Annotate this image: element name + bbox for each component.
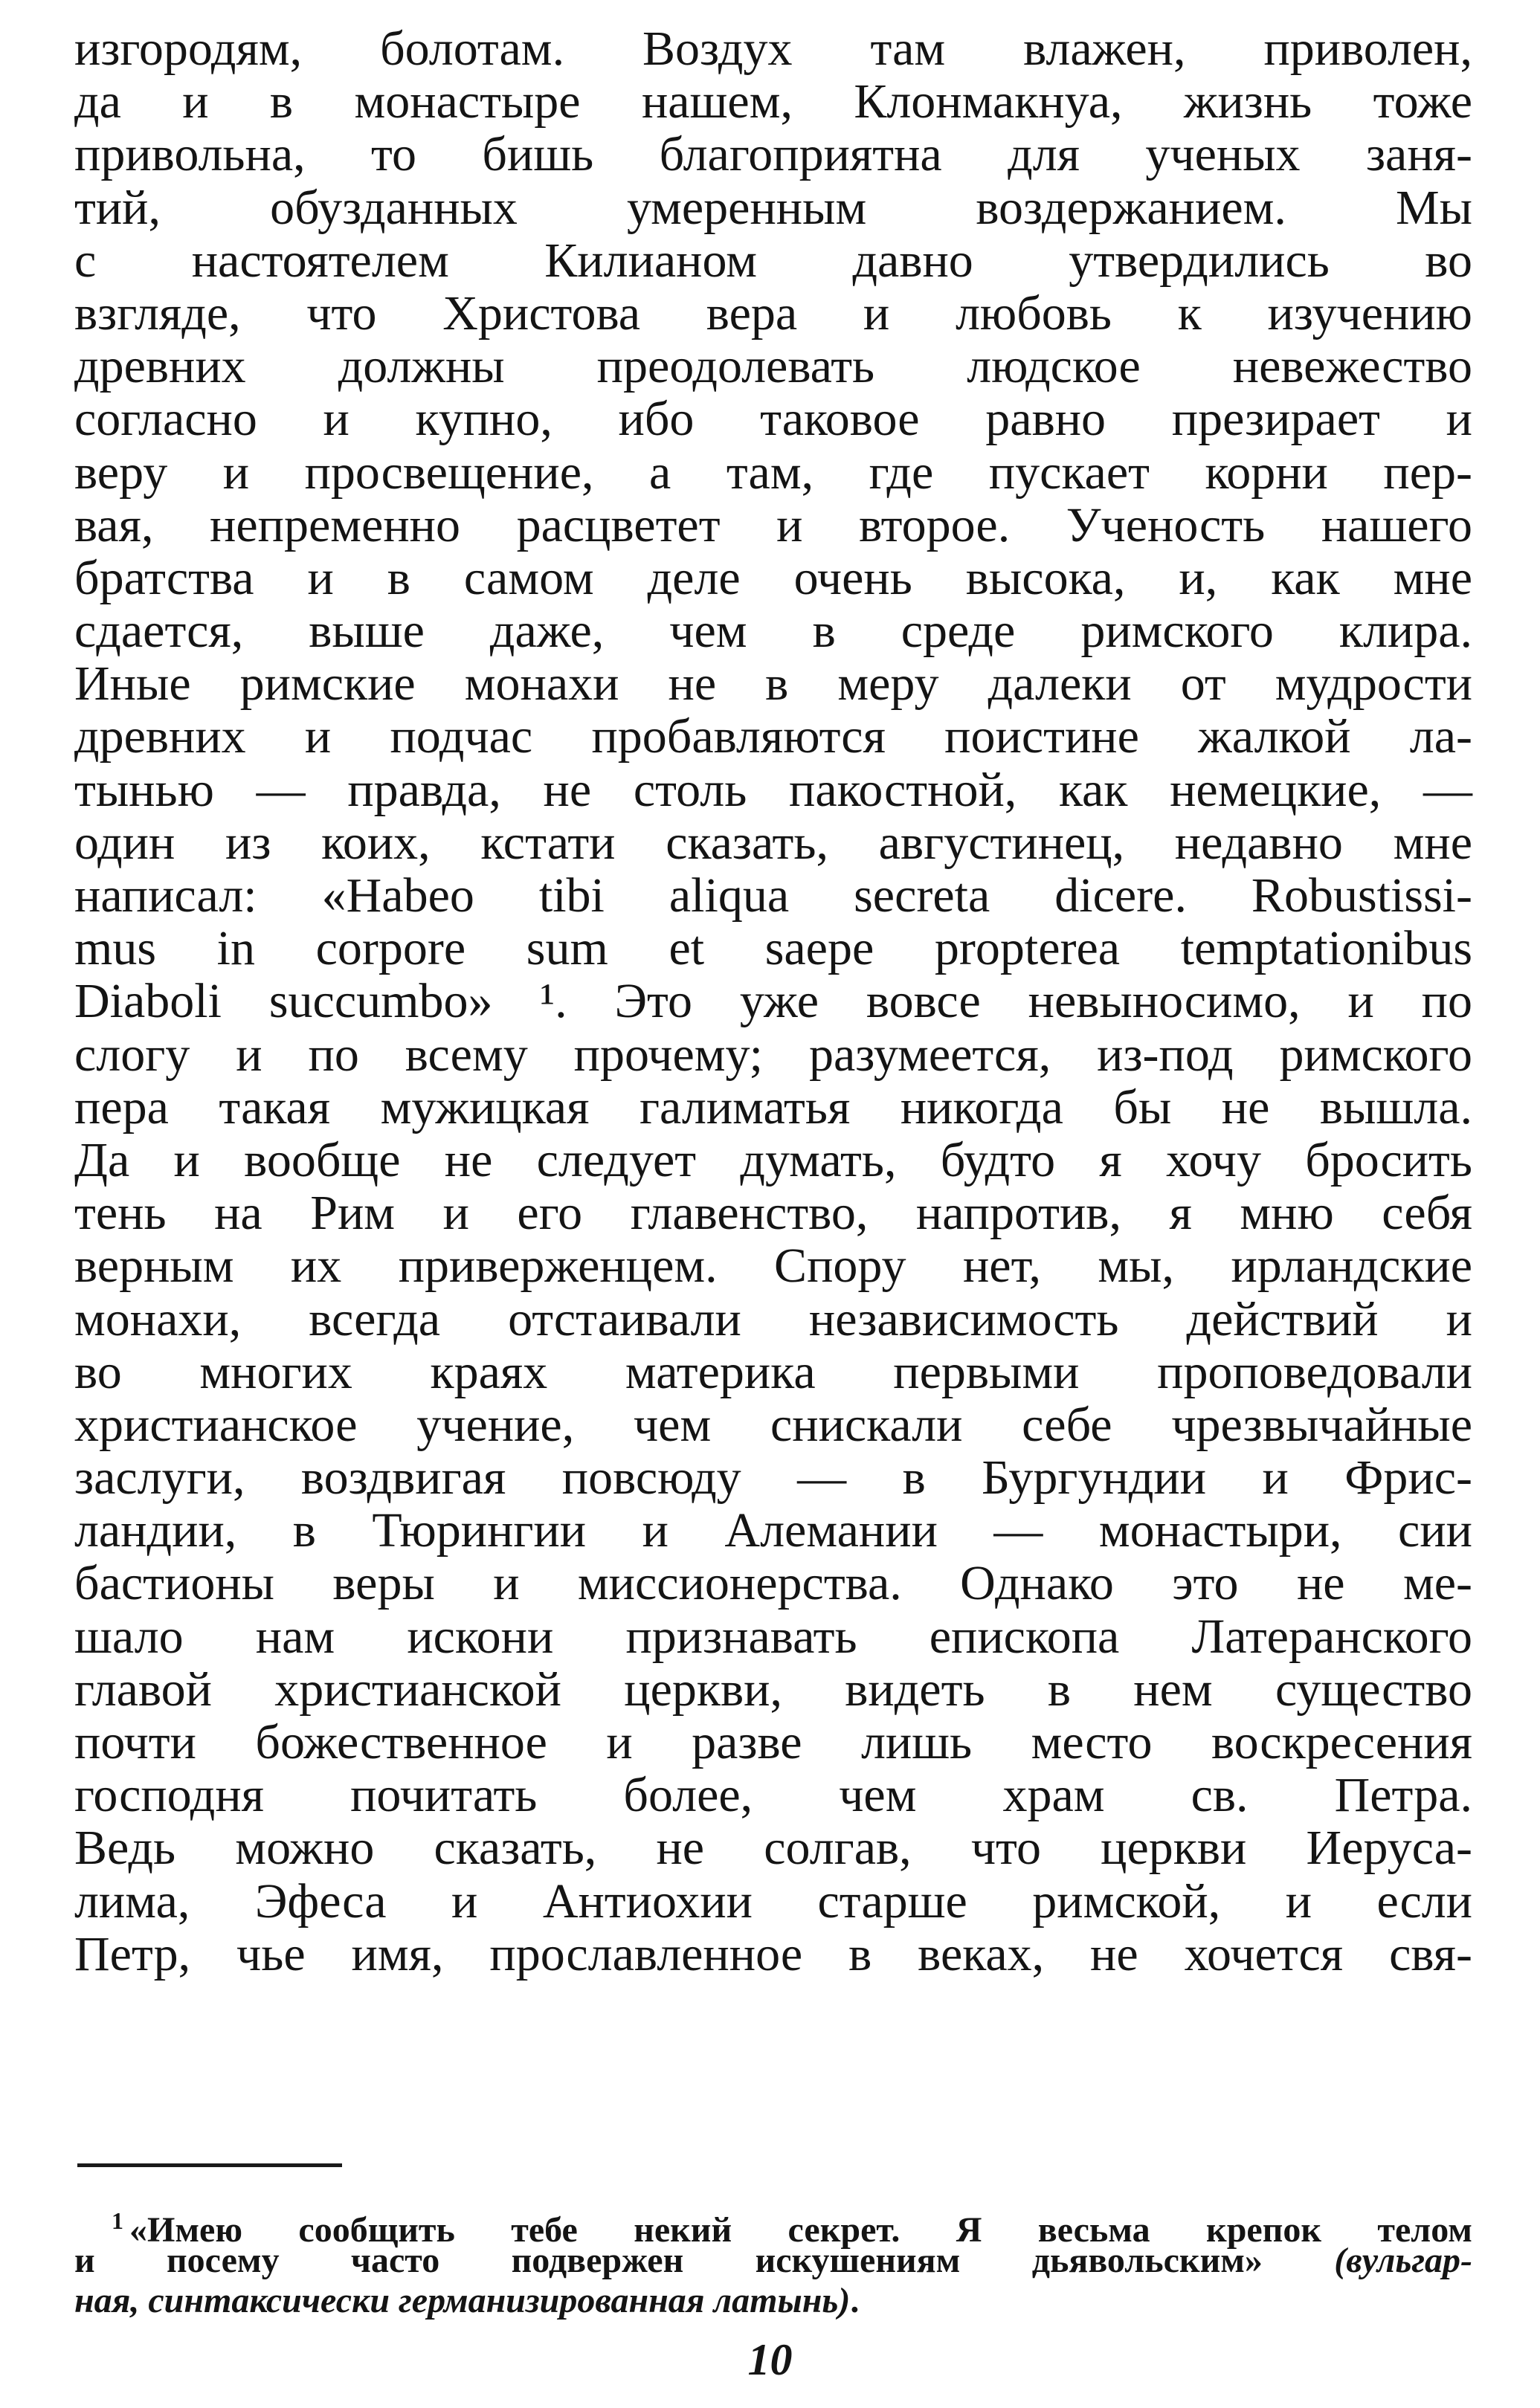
text-line: тень на Рим и его главенство, напротив, я мню себя — [74, 1186, 1472, 1241]
text-line: взгляде, что Христова вера и любовь к изучению — [74, 285, 1472, 340]
page-number: 10 — [747, 2335, 793, 2384]
text-line: написал: «Habeo tibi aliqua secreta dicere. Robustissi- — [74, 868, 1472, 923]
text-line: mus in corpore sum et saepe propterea temptationibus — [74, 921, 1472, 976]
text-line: один из коих, кстати сказать, августинец, недавно мне — [74, 815, 1472, 870]
text-line: Петр, чье имя, прославленное в веках, не хочется свя- — [74, 1926, 1472, 1981]
text-line: Diaboli succumbo» ¹. Это уже вовсе невыносимо, и по — [74, 974, 1472, 1029]
footnote-line — [74, 2281, 1472, 2321]
text-line: ландии, в Тюрингии и Алемании — монастыри, сии — [74, 1503, 1472, 1558]
main-text — [74, 22, 1472, 1981]
text-line: сдается, выше даже, чем в среде римского клира. — [74, 604, 1472, 659]
text-line: Иные римские монахи не в меру далеки от мудрости — [74, 656, 1472, 711]
text-line: лима, Эфеса и Антиохии старше римской, и если — [74, 1873, 1472, 1928]
footnote-marker: 1 — [112, 2207, 123, 2234]
text-line: привольна, то бишь благоприятна для ученых заня- — [74, 127, 1472, 182]
text-line: господня почитать более, чем храм св. Петра. — [74, 1768, 1472, 1823]
footnote-text: и посему часто подвержен искушениям дьявольским» — [74, 2241, 1263, 2280]
text-line: христианское учение, чем снискали себе чрезвычайные — [74, 1397, 1472, 1452]
text-line: шало нам искони признавать епископа Латеранского — [74, 1609, 1472, 1664]
text-line: бастионы веры и миссионерства. Однако это не ме- — [74, 1556, 1472, 1611]
text-line: пера такая мужицкая галиматья никогда бы не вышла. — [74, 1079, 1472, 1134]
footnote-italic-text: ная, синтаксически германизированная латынь) — [74, 2281, 851, 2320]
text-line: изгородям, болотам. Воздух там влажен, приволен, — [74, 22, 1472, 76]
text-line: верным их приверженцем. Спору нет, мы, ирландские — [74, 1239, 1472, 1294]
footnote-text: . — [850, 2281, 860, 2320]
text-line: с настоятелем Килианом давно утвердились во — [74, 233, 1472, 288]
text-line: вая, непременно расцветет и второе. Ученость нашего — [74, 497, 1472, 552]
text-line: главой христианской церкви, видеть в нем существо — [74, 1662, 1472, 1717]
footnote-divider — [77, 2163, 342, 2167]
footnote-line — [74, 2241, 1472, 2281]
text-line: древних должны преодолевать людское невежество — [74, 339, 1472, 394]
text-line: братства и в самом деле очень высока, и, как мне — [74, 550, 1472, 605]
text-line: согласно и купно, ибо таковое равно презирает и — [74, 392, 1472, 447]
text-line: древних и подчас пробавляются поистине жалкой ла- — [74, 709, 1472, 764]
text-line: заслуги, воздвигая повсюду — в Бургундии и Фрис- — [74, 1450, 1472, 1505]
text-line: монахи, всегда отстаивали независимость действий и — [74, 1291, 1472, 1346]
text-line: слогу и по всему прочему; разумеется, из-под римского — [74, 1027, 1472, 1082]
text-line: тий, обузданных умеренным воздержанием. Мы — [74, 180, 1472, 235]
text-line: Ведь можно сказать, не солгав, что церкви Иеруса- — [74, 1821, 1472, 1876]
footnote-line — [74, 2201, 1472, 2250]
text-line: во многих краях материка первыми проповедовали — [74, 1344, 1472, 1399]
text-line: веру и просвещение, а там, где пускает корни пер- — [74, 445, 1472, 500]
text-line: да и в монастыре нашем, Клонмакнуа, жизнь тоже — [74, 74, 1472, 129]
text-line: тынью — правда, не столь пакостной, как немецкие, — — [74, 762, 1472, 817]
footnote — [74, 2201, 1472, 2321]
footnote-italic-text: (вульгар- — [1334, 2241, 1473, 2280]
text-line: почти божественное и разве лишь место воскресения — [74, 1715, 1472, 1769]
footnote-text: «Имею сообщить тебе некий секрет. Я весьма крепок телом — [129, 2210, 1472, 2250]
text-line: Да и вообще не следует думать, будто я хочу бросить — [74, 1132, 1472, 1187]
